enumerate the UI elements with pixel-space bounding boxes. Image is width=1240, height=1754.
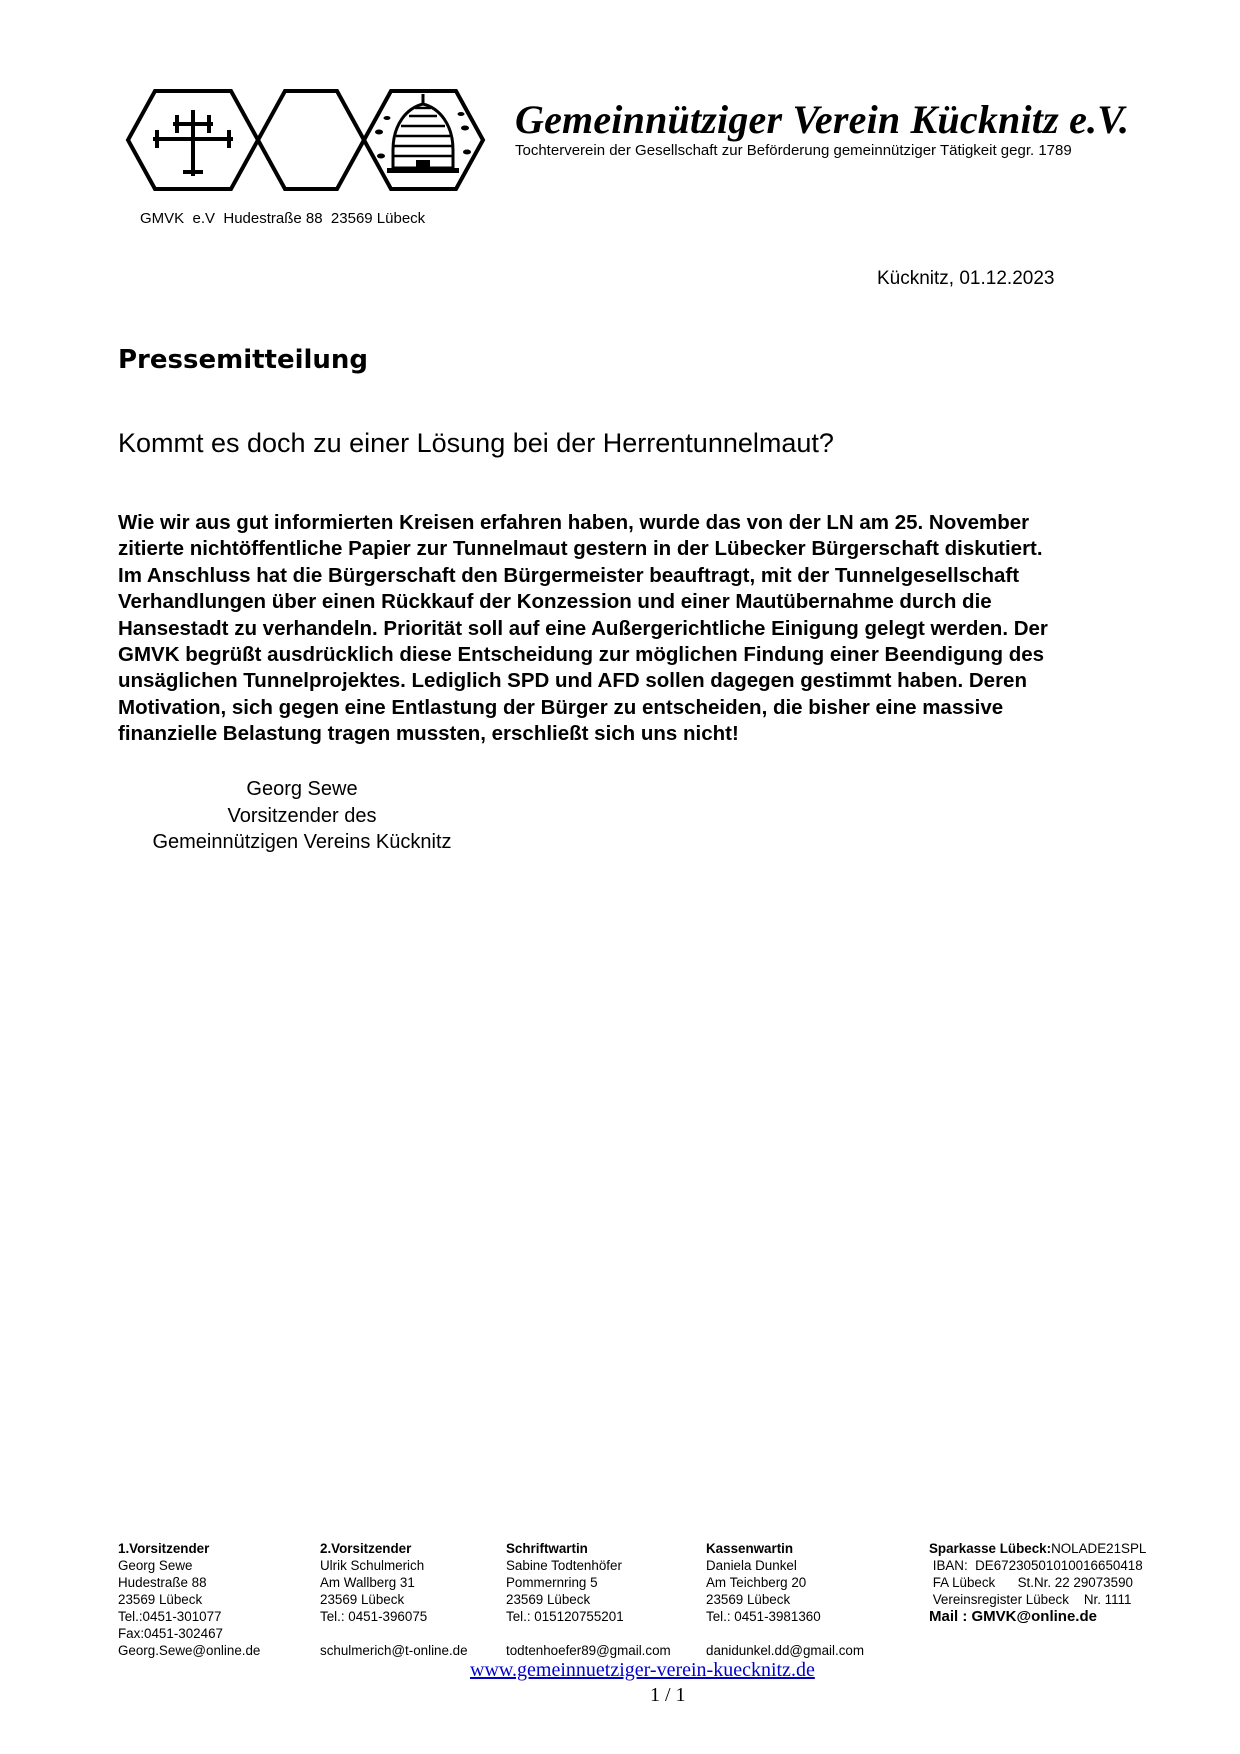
footer-line: Hudestraße 88 (118, 1575, 207, 1590)
press-release-body (118, 510, 1158, 748)
body-line: zitierte nichtöffentliche Papier zur Tunnelmaut gestern in der Lübecker Bürgerschaft diskutiert. (118, 537, 1043, 561)
sender-address-line: GMVK e.V Hudestraße 88 23569 Lübeck (140, 210, 426, 227)
footer-treasurer (706, 1540, 864, 1659)
footer-bic: NOLADE21SPL (1051, 1541, 1147, 1556)
document-heading: Pressemitteilung (118, 345, 369, 375)
footer-line: 23569 Lübeck (320, 1592, 405, 1607)
footer-line: Tel.: 015120755201 (506, 1609, 624, 1624)
organization-logo (125, 88, 487, 192)
footer-email[interactable]: schulmerich@t-online.de (320, 1643, 468, 1658)
body-line: Verhandlungen über einen Rückkauf der Konzession und einer Mautübernahme durch die (118, 590, 992, 614)
footer-email[interactable]: Georg.Sewe@online.de (118, 1643, 261, 1658)
cross-of-lorraine-icon (155, 112, 231, 174)
footer-email[interactable]: todtenhoefer89@gmail.com (506, 1643, 671, 1658)
signature-block (118, 776, 486, 856)
footer-heading: Kassenwartin (706, 1541, 794, 1556)
footer-email[interactable]: danidunkel.dd@gmail.com (706, 1643, 865, 1658)
footer-line: Sabine Todtenhöfer (506, 1558, 622, 1573)
footer-mail[interactable]: Mail : GMVK@online.de (929, 1608, 1097, 1625)
body-line: Im Anschluss hat die Bürgerschaft den Bürgermeister beauftragt, mit der Tunnelgesellschaft (118, 563, 1020, 587)
footer-line: Daniela Dunkel (706, 1558, 797, 1573)
footer-line: FA Lübeck St.Nr. 22 29073590 (929, 1575, 1133, 1590)
signature-name: Georg Sewe (246, 778, 358, 800)
footer-line: Am Teichberg 20 (706, 1575, 807, 1590)
body-line: Motivation, sich gegen eine Entlastung der Bürger zu entscheiden, die bisher eine massive (118, 695, 1004, 719)
footer-line: Fax:0451-302467 (118, 1626, 223, 1641)
footer-secretary (506, 1540, 671, 1659)
footer-line: Vereinsregister Lübeck Nr. 1111 (929, 1592, 1132, 1607)
organization-subtitle: Tochterverein der Gesellschaft zur Beförderung gemeinnütziger Tätigkeit gegr. 1789 (515, 142, 1072, 159)
footer-line (706, 1625, 864, 1642)
footer-line: 23569 Lübeck (506, 1592, 591, 1607)
website-link[interactable]: www.gemeinnuetziger-verein-kuecknitz.de (470, 1659, 815, 1681)
footer-heading: 1.Vorsitzender (118, 1541, 210, 1556)
body-line: unsäglichen Tunnelprojektes. Lediglich SPD und AFD sollen dagegen gestimmt haben. Deren (118, 669, 1027, 693)
signature-organization: Gemeinnützigen Vereins Kücknitz (152, 831, 452, 853)
signature-role: Vorsitzender des (227, 804, 377, 827)
footer-line: Am Wallberg 31 (320, 1575, 415, 1590)
footer-bank (929, 1540, 1146, 1625)
footer-heading: Sparkasse Lübeck: (929, 1541, 1052, 1556)
footer-chair2 (320, 1540, 468, 1659)
footer-line: Tel.: 0451-3981360 (706, 1609, 821, 1624)
footer-line: Pommernring 5 (506, 1575, 598, 1590)
footer-line: Ulrik Schulmerich (320, 1558, 425, 1573)
footer-bank-heading (929, 1540, 1146, 1557)
footer-line: Tel.: 0451-396075 (320, 1609, 428, 1624)
place-date: Kücknitz, 01.12.2023 (877, 268, 1055, 289)
page-number: 1 / 1 (650, 1684, 686, 1706)
footer-line: 23569 Lübeck (118, 1592, 203, 1607)
body-line: Hansestadt zu verhandeln. Priorität soll auf eine Außergerichtliche Einigung gelegt werden. Der (118, 616, 1048, 640)
footer-line (506, 1625, 671, 1642)
footer-line: 23569 Lübeck (706, 1592, 791, 1607)
beehive-icon (375, 94, 471, 173)
footer-line: IBAN: DE67230501010016650418 (929, 1558, 1143, 1573)
body-line: Wie wir aus gut informierten Kreisen erfahren haben, wurde das von der LN am 25. November (118, 511, 1030, 534)
footer-chair1 (118, 1540, 260, 1659)
footer-heading: Schriftwartin (506, 1541, 588, 1556)
body-line: finanzielle Belastung tragen mussten, erschließt sich uns nicht! (118, 722, 739, 746)
footer-line (320, 1625, 468, 1642)
footer-heading: 2.Vorsitzender (320, 1541, 412, 1556)
footer-line: Tel.:0451-301077 (118, 1609, 222, 1624)
organization-name: Gemeinnütziger Verein Kücknitz e.V. (515, 97, 1130, 142)
document-subject: Kommt es doch zu einer Lösung bei der Herrentunnelmaut? (118, 428, 834, 458)
body-line: GMVK begrüßt ausdrücklich diese Entscheidung zur möglichen Findung einer Beendigung des (118, 643, 1045, 667)
footer-line: Georg Sewe (118, 1558, 193, 1573)
